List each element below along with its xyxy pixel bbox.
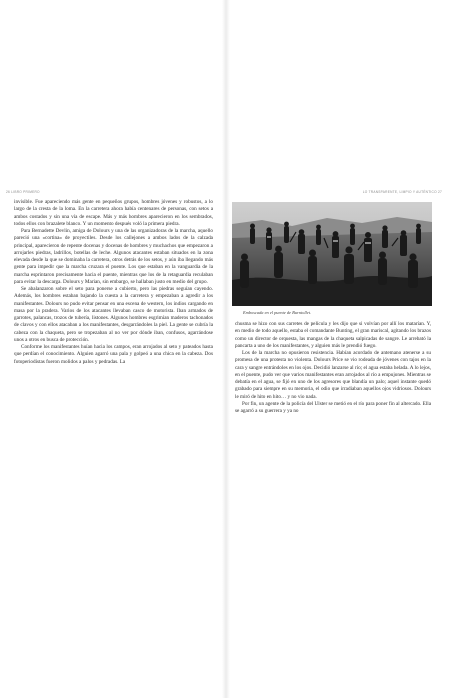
left-page-text: [14, 199, 213, 366]
paragraph: Los de la marcha no opusieron resistencia. Habían acordado de antemano atenerse a su promesa de una protesta no violenta. Dolours Price se vio rodeada de jóvenes con tajos en la cara y sangre entrándoles en los ojos. Decidió lanzarse al río; el agua estaba helada. A lo lejos, en el puente, pudo ver que varios manifestantes eran arrojados al río a empujones. Mientras se debatía en el agua, se fijó en uno de los agresores que blandía un palo; aquel instante quedó grabado para siempre en su memoria, el odio que irradiaban aquellos ojos vidriosos. Dolours le miró de hito en hito… y no vio nada.: [235, 350, 431, 400]
photo-caption: Emboscada en el puente de Burntollet.: [243, 310, 312, 315]
right-page-text: [235, 321, 431, 415]
running-head-left: 26 LIBRO PRIMERO: [6, 190, 40, 194]
page-gutter: [222, 0, 230, 698]
photo-image: [232, 202, 432, 306]
paragraph: Para Bernadette Devlin, amiga de Dolours y una de las organizadoras de la marcha, aquello pareció una «cortina» de proyectiles. Desde los callejones a ambos lados de la calzada principal, aparecieron de repente docenas y docenas de hombres y muchachos que empezaron a arrojarles piedras, ladrillos, botellas de leche. Algunos atacantes estaban situados en la zona elevada desde la que se dominaba la carretera, otros detrás de los setos, y aún iba llegando más gente para impedir que la marcha cruzara el puente. Los que estaban en la vanguardia de la marcha esprintaron precisamente hacia el puente, mientras que los de la retaguardia reculaban para evitar la descarga. Dolours y Marian, sin embargo, se hallaban justo en medio del grupo.: [14, 228, 213, 285]
paragraph: Conforme los manifestantes huían hacia los campos, eran arrojados al seto y pateados hasta que perdían el conocimiento. Alguien agarró una pala y golpeó a una chica en la cabeza. Dos fotoperiodistas fueron molidos a palos y pedradas. La: [14, 344, 213, 365]
paragraph: Por fin, un agente de la policía del Ulster se metió en el río para poner fin al altercado. Ella se agarró a su guerrera y ya no: [235, 400, 431, 414]
paragraph: invisible. Fue apareciendo más gente en pequeños grupos, hombres jóvenes y robustos, a lo largo de la cresta de la loma. En la carretera ahora había centenares de personas, con setos a ambos costados y sin una vía de escape. Más y más hombres aparecieron en los sembrados, todos ellos con brazalete blanco. Y un momento después voló la primera piedra.: [14, 199, 213, 227]
paragraph: Se abalanzaron sobre el seto para ponerse a cubierto, pero las piedras seguían cayendo. Además, los hombres estaban bajando la cuesta a la carretera y empezaban a agredir a los manifestantes. Dolours no pudo evitar pensar en una escena de western, los indios cargando en masa por la pradera. Varios de los atacantes llevaban casco de motorista. Iban armados de garrotes, palancas, trozos de tubería, listones. Algunos hombres esgrimían maderos tachonados de clavos y con ellos atacaban a los manifestantes, desgarrándoles la piel. La gente se cubría la cabeza con la chaqueta, pero se tropezaban al no ver por dónde iban, confusos, agarrándose unos a otros en busca de protección.: [14, 286, 213, 343]
paragraph: chusma se hizo con sus carretes de película y les dijo que si volvían por allí los matarían. Y, en medio de todo aquello, estaba el comandante Bunting, el gran mariscal, agitando los brazos como un director de orquesta, las mangas de la chaqueta salpicadas de sangre. Le arrebató la pancarta a uno de los manifestantes, y alguien más le prendió fuego.: [235, 321, 431, 349]
running-head-right: LO TRANSPARENTE, LIMPIO Y AUTÉNTICO 27: [362, 190, 442, 194]
bridge-ambush-photo: [232, 202, 432, 306]
